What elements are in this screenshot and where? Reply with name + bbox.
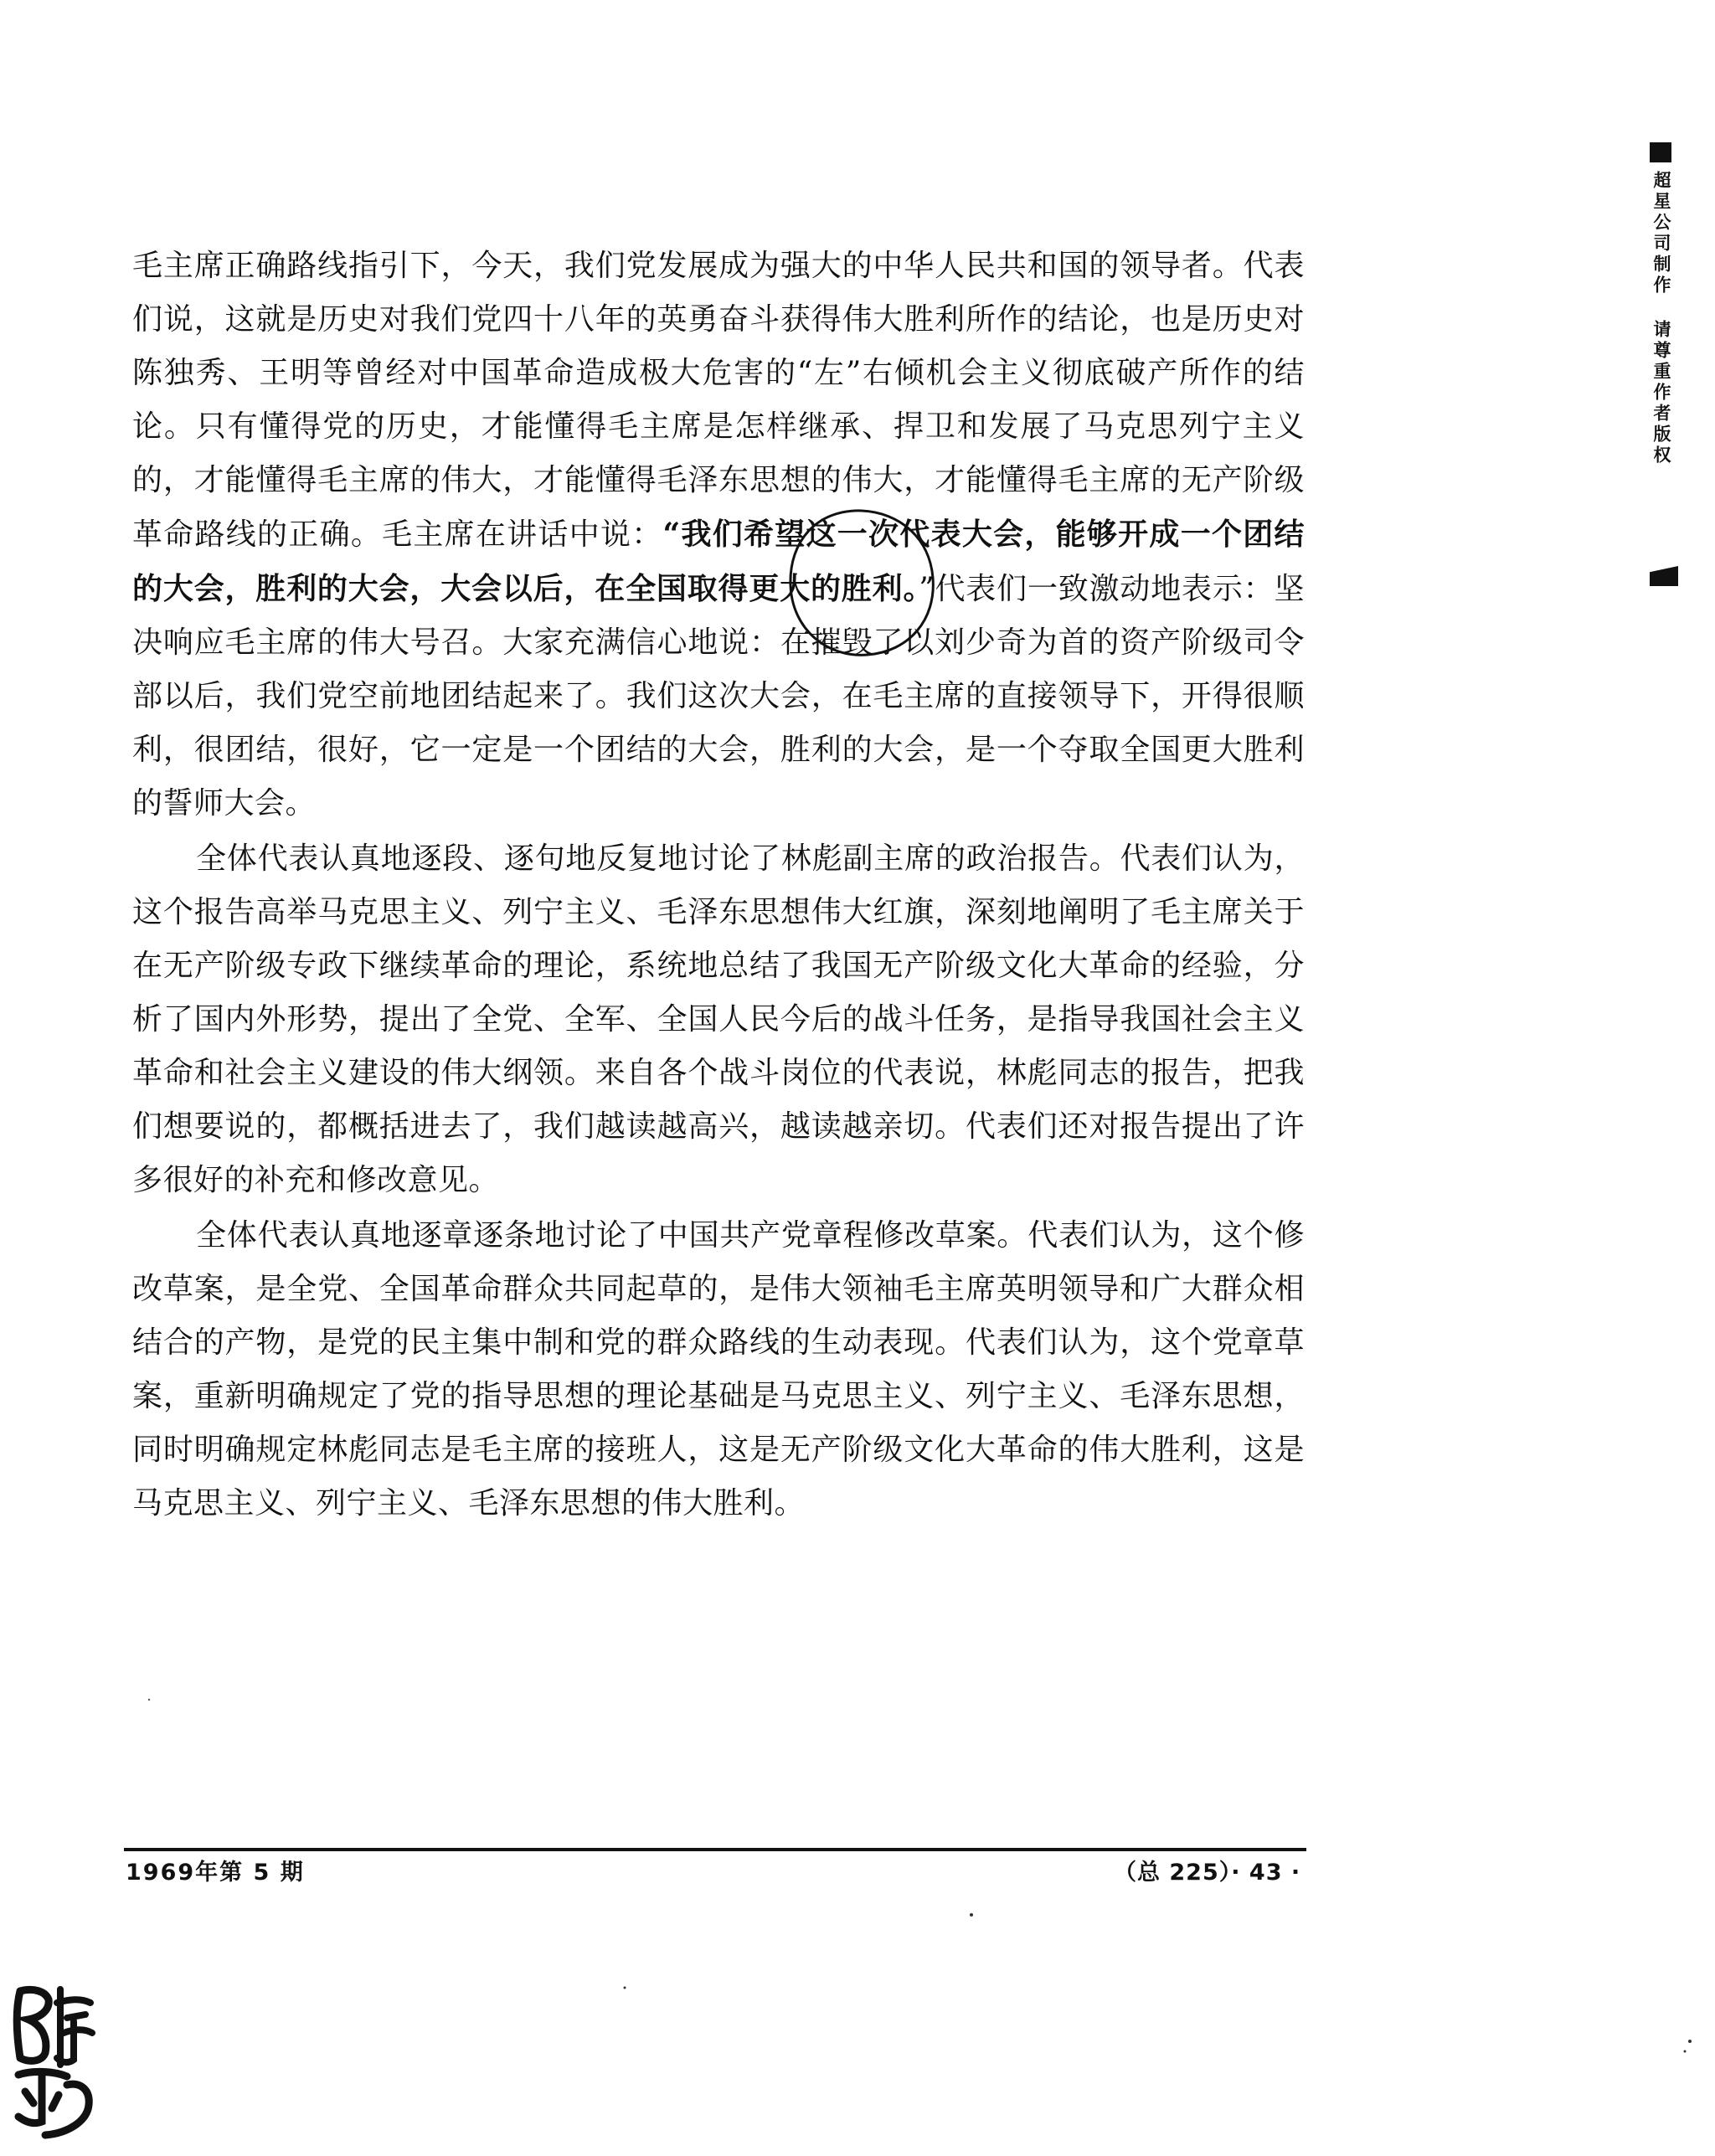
paragraph-3-run-1: 全体代表认真地逐章逐条地讨论了中国共产党章程修改草案。代表们认为，这个修改草案，是全党、全国革命群众共同起草的，是伟大领袖毛主席英明领导和广大群众相结合的产物，是党的民主集中制和党的群众路线的生动表现。代表们认为，这个党章草案，重新明确规定了党的指导思想的理论基础是马克思主义、列宁主义、毛泽东思想，同时明确规定林彪同志是毛主席的接班人，这是无产阶级文化大革命的伟大胜利，这是马克思主义、列宁主义、毛泽东思想的伟大胜利。	[132, 1218, 1305, 1521]
copyright-side-notice	[1650, 142, 1683, 611]
footer-page-number: （总 225）· 43 ·	[1114, 1860, 1301, 1886]
paragraph-1-run-3: ”代表们一致激动地表示：坚决响应毛主席的伟大号召。大家充满信心地说：在摧毁了以刘少奇为首的资产阶级司令部以后，我们党空前地团结起来了。我们这次大会，在毛主席的直接领导下，开得很顺利，很团结，很好，它一定是一个团结的大会，胜利的大会，是一个夺取全国更大胜利的誓师大会。	[132, 572, 1305, 821]
quote-bold-text: “我们希望这一次代表大会，能够开成一个团结的大会，胜利的大会，大会以后，在全国取得更大的胜利。	[132, 517, 1305, 606]
side-notice-top-bar	[1650, 142, 1671, 162]
side-notice-text: 超星公司制作 请尊重作者版权	[1651, 171, 1671, 466]
paragraph-3	[132, 1209, 1305, 1531]
footer-rule	[124, 1848, 1306, 1851]
article-body	[132, 239, 1305, 1531]
hand-drawn-circle-mark	[784, 506, 940, 661]
paragraph-2-run-1: 全体代表认真地逐段、逐句地反复地讨论了林彪副主席的政治报告。代表们认为，这个报告高举马克思主义、列宁主义、毛泽东思想伟大红旗，深刻地阐明了毛主席关于在无产阶级专政下继续革命的理论，系统地总结了我国无产阶级文化大革命的经验，分析了国内外形势，提出了全党、全军、全国人民今后的战斗任务，是指导我国社会主义革命和社会主义建设的伟大纲领。来自各个战斗岗位的代表说，林彪同志的报告，把我们想要说的，都概括进去了，我们越读越高兴，越读越亲切。代表们还对报告提出了许多很好的补充和修改意见。	[132, 841, 1305, 1197]
paragraph-2	[132, 832, 1305, 1207]
side-notice-bottom-bar	[1650, 566, 1678, 586]
paragraph-1	[132, 239, 1305, 831]
paragraph-1-run-1: 毛主席正确路线指引下，今天，我们党发展成为强大的中华人民共和国的领导者。代表们说，这就是历史对我们党四十八年的英勇奋斗获得伟大胜利所作的结论，也是历史对陈独秀、王明等曾经对中国革命造成极大危害的“左”右倾机会主义彻底破产所作的结论。只有懂得党的历史，才能懂得毛主席是怎样继承、捍卫和发展了马克思列宁主义的，才能懂得毛主席的伟大，才能懂得毛泽东思想的伟大，才能懂得毛主席的无产阶级革命路线的正确。毛主席在讲话中说：	[132, 249, 1305, 552]
ink-seal-stamp	[8, 1978, 100, 2145]
footer-issue: 1969年第 5 期	[126, 1860, 305, 1886]
